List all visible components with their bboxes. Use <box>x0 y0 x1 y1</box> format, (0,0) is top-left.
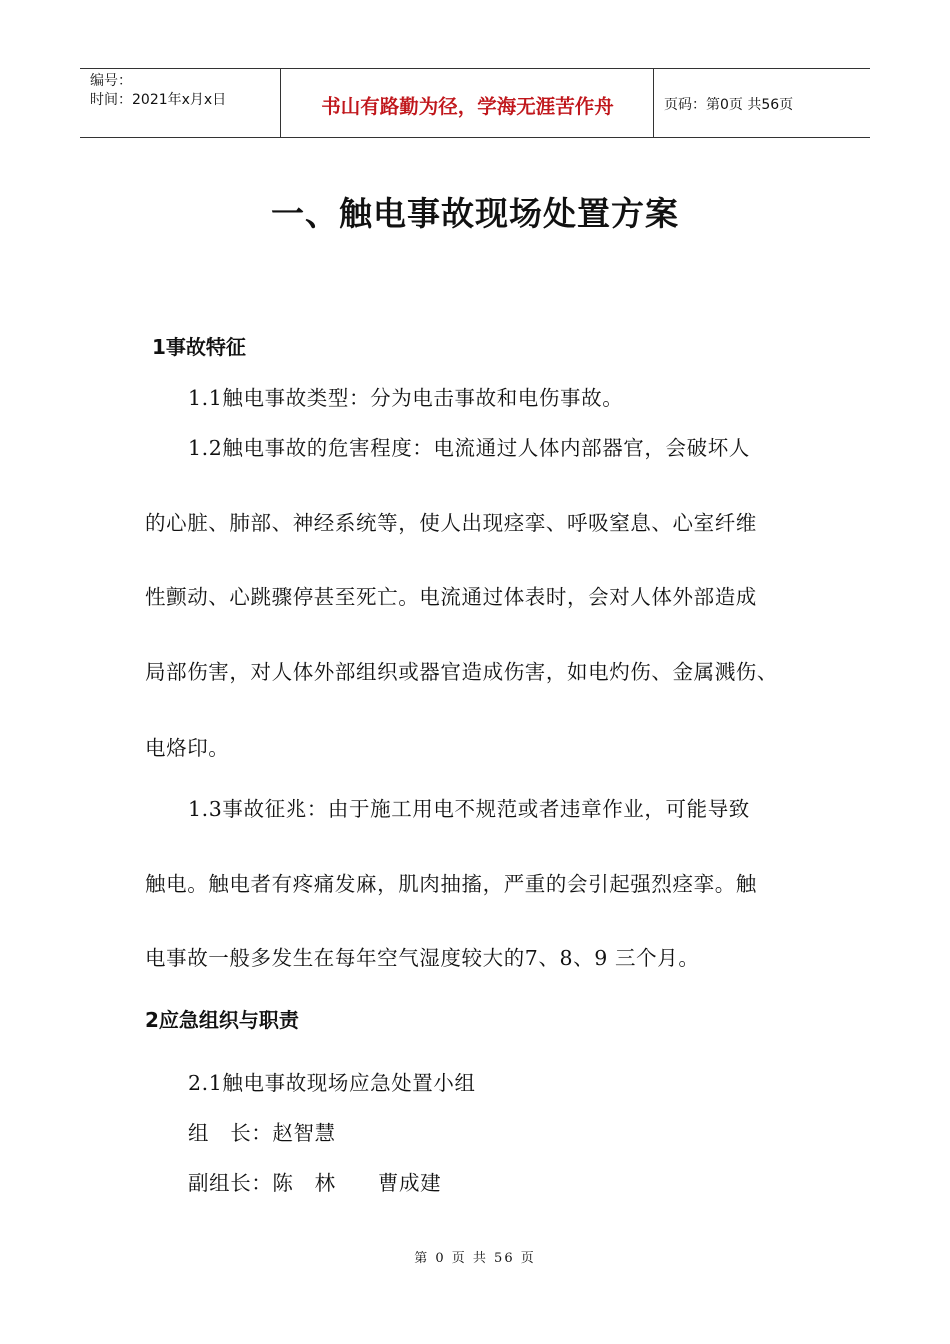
document-date: 时间：2021年x月x日 <box>90 92 227 108</box>
header-motto: 书山有路勤为径，学海无涯苦作舟 <box>282 69 654 137</box>
page-footer: 第 0 页 共 56 页 <box>414 1251 536 1266</box>
paragraph-1-3-line: 电事故一般多发生在每年空气湿度较大的7、8、9 三个月。 <box>145 946 700 970</box>
team-leader: 组 长：赵智慧 <box>188 1121 336 1145</box>
document-title: 一、触电事故现场处置方案 <box>271 194 679 233</box>
document-header <box>80 68 870 138</box>
team-deputy-leaders: 副组长：陈 林 曹成建 <box>188 1171 442 1195</box>
paragraph-1-1: 1.1触电事故类型：分为电击事故和电伤事故。 <box>188 386 624 410</box>
section-1-heading: 1事故特征 <box>152 335 246 359</box>
paragraph-1-2-line: 性颤动、心跳骤停甚至死亡。电流通过体表时，会对人体外部造成 <box>145 585 757 609</box>
paragraph-1-2-line: 的心脏、肺部、神经系统等，使人出现痉挛、呼吸窒息、心室纤维 <box>145 511 757 535</box>
header-meta-cell <box>80 69 281 137</box>
paragraph-1-2-line: 1.2触电事故的危害程度：电流通过人体内部器官，会破坏人 <box>188 436 750 460</box>
paragraph-1-2-line: 电烙印。 <box>145 736 230 760</box>
document-number-label: 编号： <box>90 73 132 89</box>
header-page-info: 页码：第0页 共56页 <box>664 97 794 113</box>
paragraph-2-1: 2.1触电事故现场应急处置小组 <box>188 1071 476 1095</box>
paragraph-1-2-line: 局部伤害，对人体外部组织或器官造成伤害，如电灼伤、金属溅伤、 <box>145 660 778 684</box>
paragraph-1-3-line: 1.3事故征兆：由于施工用电不规范或者违章作业，可能导致 <box>188 797 750 821</box>
section-2-heading: 2应急组织与职责 <box>145 1008 299 1032</box>
paragraph-1-3-line: 触电。触电者有疼痛发麻，肌肉抽搐，严重的会引起强烈痉挛。触 <box>145 872 757 896</box>
